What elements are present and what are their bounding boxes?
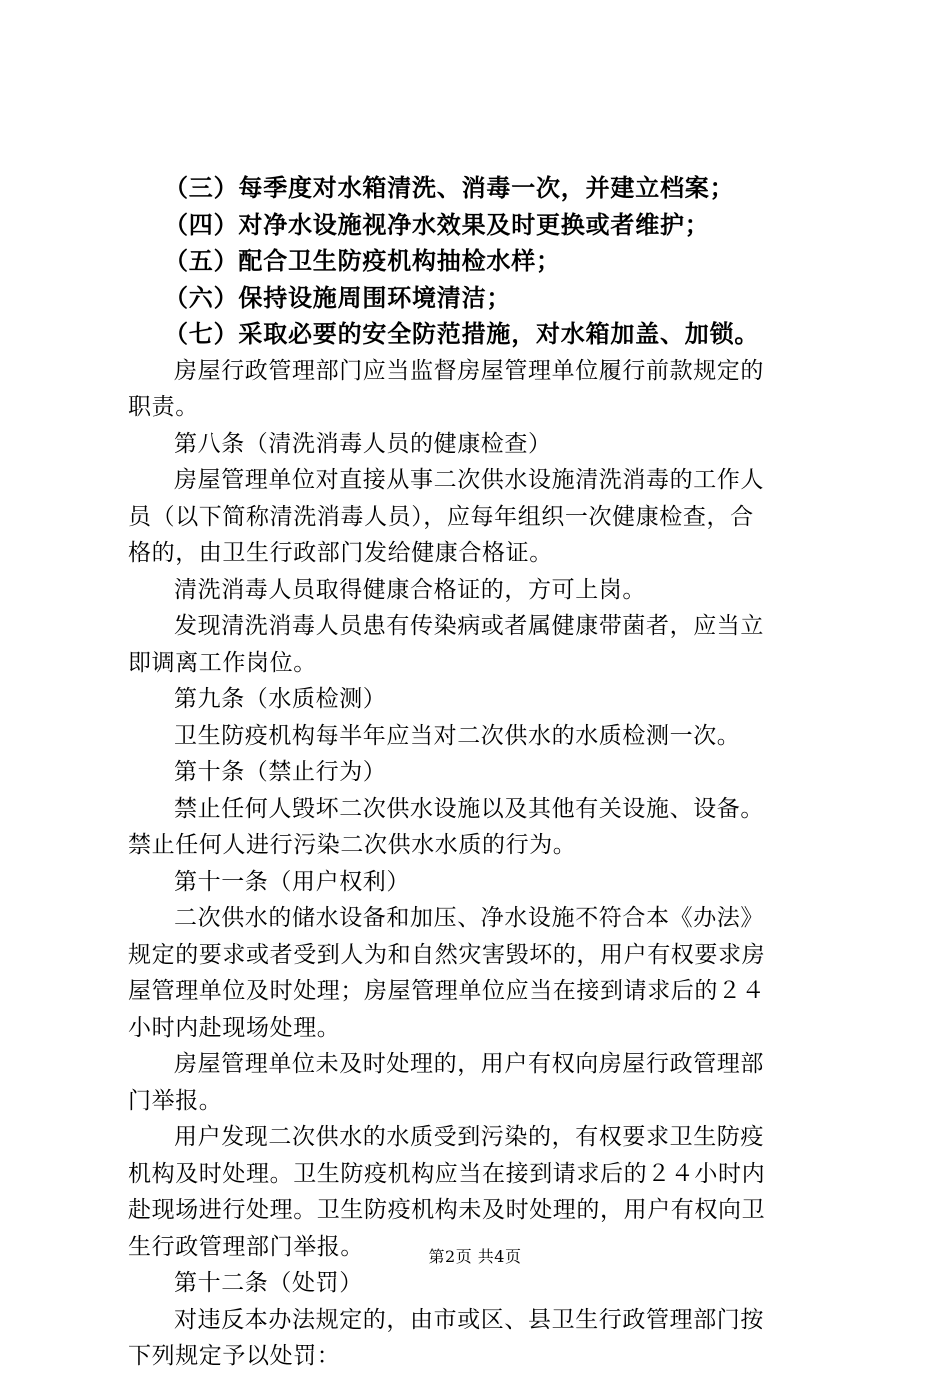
article-heading-12: 第十二条（处罚） <box>174 1270 363 1296</box>
article-heading-8: 第八条（清洗消毒人员的健康检查） <box>174 430 552 457</box>
paragraph-line: 房屋管理单位对直接从事二次供水设施清洗消毒的工作人 <box>174 467 764 493</box>
paragraph-line: 房屋行政管理部门应当监督房屋管理单位履行前款规定的 <box>174 357 764 384</box>
paragraph-line: 即调离工作岗位。 <box>128 649 317 676</box>
paragraph-line: 发现清洗消毒人员患有传染病或者属健康带菌者，应当立 <box>174 613 764 639</box>
paragraph-line: 机构及时处理。卫生防疫机构应当在接到请求后的２４小时内 <box>128 1160 766 1187</box>
document-body <box>128 170 830 1375</box>
paragraph-line: 小时内赴现场处理。 <box>128 1014 341 1041</box>
paragraph-line: 禁止任何人毁坏二次供水设施以及其他有关设施、设备。 <box>174 795 764 822</box>
paragraph-line: 二次供水的储水设备和加压、净水设施不符合本《办法》 <box>174 905 764 931</box>
paragraph-line: 房屋管理单位未及时处理的，用户有权向房屋行政管理部 <box>174 1051 764 1077</box>
clause-item-5: （五）配合卫生防疫机构抽检水样； <box>164 247 561 275</box>
article-heading-11: 第十一条（用户权利） <box>174 868 410 895</box>
paragraph-line: 赴现场进行处理。卫生防疫机构未及时处理的，用户有权向卫 <box>128 1197 766 1223</box>
paragraph-line: 卫生防疫机构每半年应当对二次供水的水质检测一次。 <box>174 722 741 749</box>
clause-item-7: （七）采取必要的安全防范措施，对水箱加盖、加锁。 <box>164 320 760 348</box>
article-heading-9: 第九条（水质检测） <box>174 686 387 712</box>
paragraph-line: 规定的要求或者受到人为和自然灾害毁坏的，用户有权要求房 <box>128 941 766 968</box>
paragraph-line: 格的，由卫生行政部门发给健康合格证。 <box>128 540 553 566</box>
paragraph-line: 屋管理单位及时处理；房屋管理单位应当在接到请求后的２４ <box>128 978 766 1004</box>
paragraph-line: 生行政管理部门举报。 <box>128 1233 364 1260</box>
paragraph-line: 下列规定予以处罚： <box>128 1343 341 1369</box>
clause-item-4: （四）对净水设施视净水效果及时更换或者维护； <box>164 210 710 239</box>
clause-item-3: （三）每季度对水箱清洗、消毒一次，并建立档案； <box>164 174 735 202</box>
page-footer: 第2页 共4页 <box>428 1247 522 1266</box>
paragraph-line: 禁止任何人进行污染二次供水水质的行为。 <box>128 832 577 858</box>
clause-item-6: （六）保持设施周围环境清洁； <box>164 283 512 312</box>
article-heading-10: 第十条（禁止行为） <box>174 759 387 785</box>
paragraph-line: 清洗消毒人员取得健康合格证的，方可上岗。 <box>174 576 646 603</box>
paragraph-line: 职责。 <box>128 394 199 420</box>
paragraph-line: 对违反本办法规定的，由市或区、县卫生行政管理部门按 <box>174 1306 764 1333</box>
paragraph-line: 员（以下简称清洗消毒人员），应每年组织一次健康检查，合 <box>128 503 754 530</box>
paragraph-line: 用户发现二次供水的水质受到污染的，有权要求卫生防疫 <box>174 1124 764 1150</box>
paragraph-line: 门举报。 <box>128 1087 223 1114</box>
